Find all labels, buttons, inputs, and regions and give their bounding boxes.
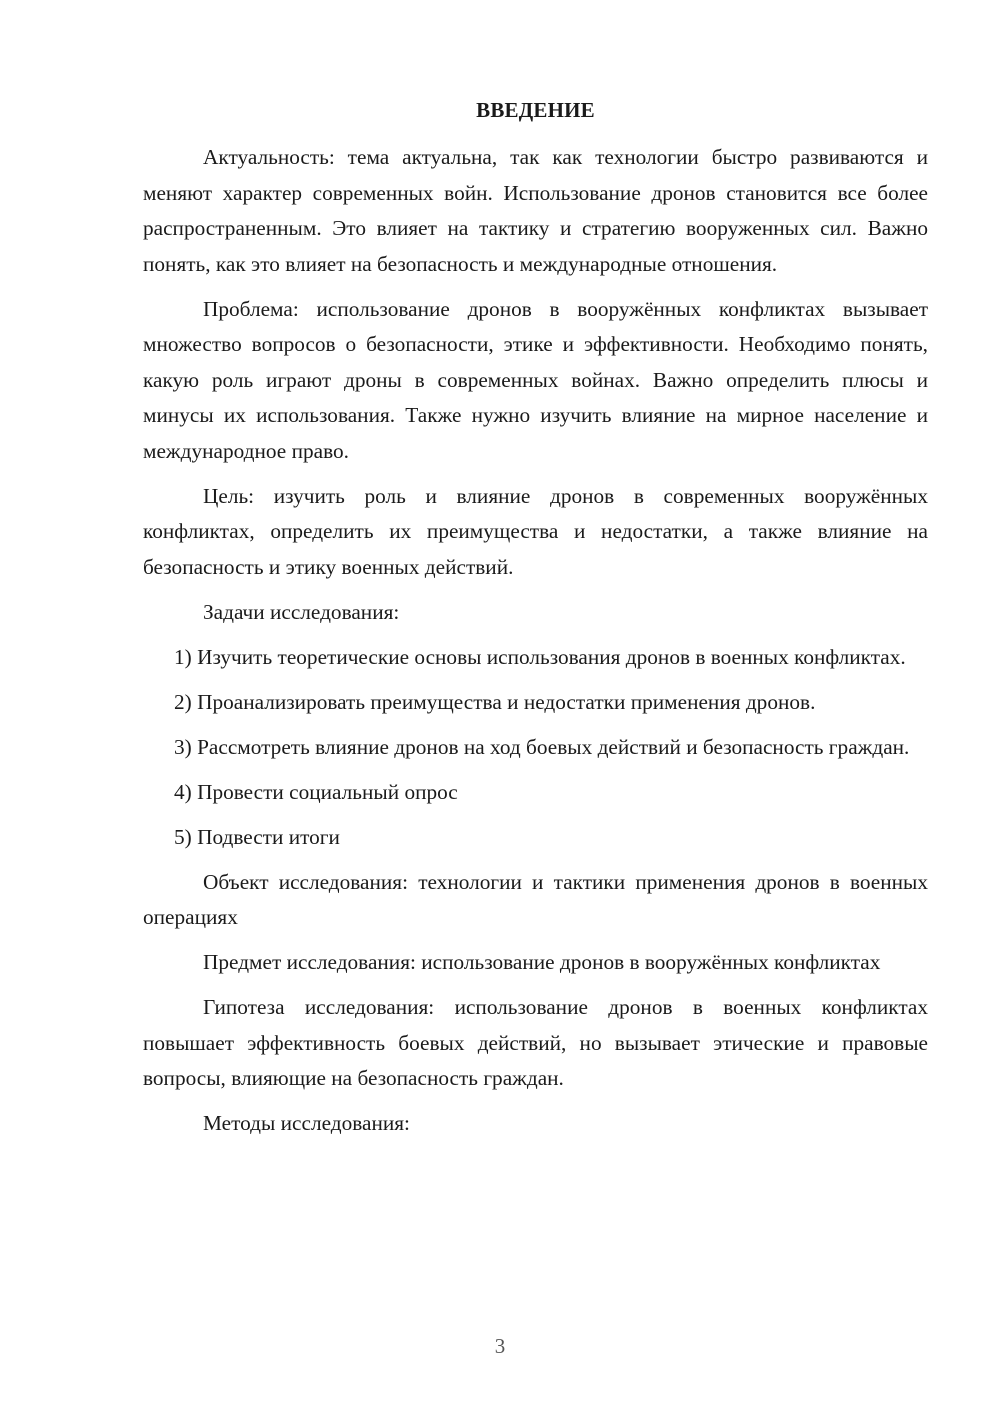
page-number: 3 [494, 1334, 506, 1358]
paragraph-object: Объект исследования: технологии и тактики применения дронов в военных операциях [143, 869, 928, 929]
list-item: 3) Рассмотреть влияние дронов на ход боевых действий и безопасность граждан. [174, 734, 910, 759]
list-item: 2) Проанализировать преимущества и недостатки применения дронов. [174, 689, 816, 714]
list-item: 5) Подвести итоги [174, 824, 340, 849]
paragraph-goal: Цель: изучить роль и влияние дронов в современных вооружённых конфликтах, определить их преимущества и недостатки, а также влияние на безопасность и этику военных действий. [143, 483, 928, 579]
methods-heading: Методы исследования: [203, 1111, 410, 1135]
paragraph-hypothesis: Гипотеза исследования: использование дронов в военных конфликтах повышает эффективность боевых действий, но вызывает этические и правовые вопросы, влияющие на безопасность граждан. [143, 995, 928, 1090]
tasks-list [143, 640, 928, 856]
tasks-heading: Задачи исследования: [203, 599, 400, 624]
paragraph-problem: Проблема: использование дронов в вооружённых конфликтах вызывает множество вопросов о безопасности, этике и эффективности. Необходимо понять, какую роль играют дроны в современных войнах. Важно определить плюсы и минусы их использования. Также нужно изучить влияние на мирное население и международное право. [143, 296, 928, 463]
paragraph-relevance: Актуальность: тема актуальна, так как технологии быстро развиваются и меняют характер современных войн. Использование дронов становится все более распространенным. Это влияет на тактику и стратегию вооруженных сил. Важно понять, как это влияет на безопасность и международные отношения. [143, 145, 928, 276]
list-item: 1) Изучить теоретические основы использования дронов в военных конфликтах. [174, 644, 906, 669]
section-title: ВВЕДЕНИЕ [476, 98, 595, 122]
paragraph-subject: Предмет исследования: использование дронов в вооружённых конфликтах [203, 950, 881, 974]
document-page [143, 92, 928, 1151]
list-item: 4) Провести социальный опрос [174, 779, 458, 804]
